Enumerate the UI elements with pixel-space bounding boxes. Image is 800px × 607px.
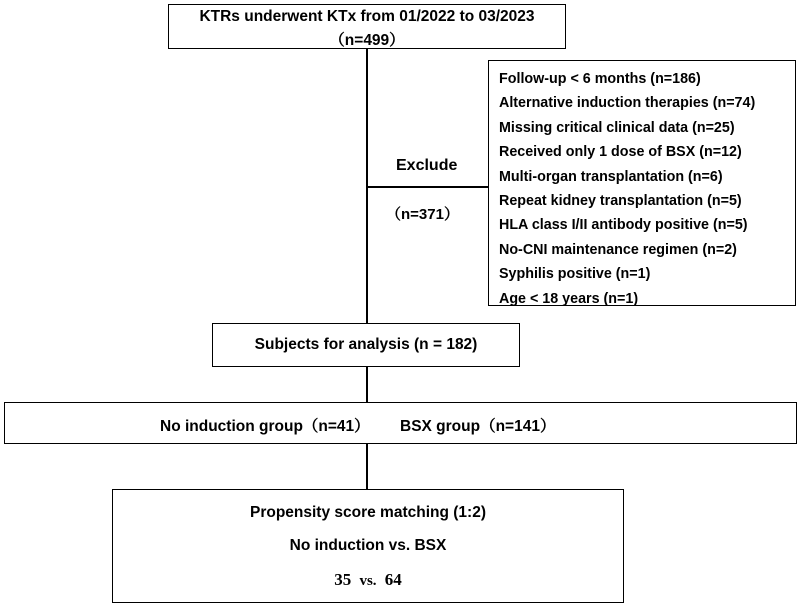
top-box-title: KTRs underwent KTx from 01/2022 to 03/2023 bbox=[199, 8, 535, 25]
exclusion-item: Alternative induction therapies (n=74) bbox=[499, 95, 756, 112]
psm-title: Propensity score matching (1:2) bbox=[249, 504, 486, 521]
connector-analysis-to-groups bbox=[366, 366, 368, 402]
connector-exclude-branch bbox=[366, 186, 488, 188]
exclusion-item: HLA class I/II antibody positive (n=5) bbox=[499, 217, 748, 234]
top-box-count: （n=499） bbox=[329, 32, 405, 49]
exclusion-item: Received only 1 dose of BSX (n=12) bbox=[499, 144, 742, 161]
psm-count-no-induction: 35 bbox=[334, 570, 352, 589]
exclusion-item: Follow-up < 6 months (n=186) bbox=[499, 71, 701, 87]
no-induction-group: No induction group（n=41） bbox=[160, 418, 370, 435]
psm-count-bsx: 64 bbox=[384, 570, 402, 589]
exclude-count: （n=371） bbox=[386, 206, 459, 223]
bsx-group: BSX group（n=141） bbox=[400, 418, 556, 435]
psm-counts bbox=[113, 570, 623, 590]
propensity-matching-box bbox=[112, 489, 624, 603]
exclusion-criteria-box bbox=[488, 60, 796, 306]
connector-groups-to-psm bbox=[366, 443, 368, 489]
analysis-box bbox=[212, 323, 520, 367]
psm-comparison: No induction vs. BSX bbox=[289, 537, 447, 554]
groups-box bbox=[4, 402, 797, 444]
exclusion-item: Syphilis positive (n=1) bbox=[499, 266, 651, 283]
top-box bbox=[168, 4, 566, 49]
exclusion-item: Multi-organ transplantation (n=6) bbox=[499, 168, 723, 185]
exclude-label: Exclude bbox=[396, 157, 458, 174]
psm-vs: vs. bbox=[359, 573, 377, 589]
exclusion-item: Age < 18 years (n=1) bbox=[499, 290, 639, 307]
exclusion-item: No-CNI maintenance regimen (n=2) bbox=[499, 241, 737, 258]
exclusion-item: Missing critical clinical data (n=25) bbox=[499, 119, 735, 136]
analysis-text: Subjects for analysis (n = 182) bbox=[254, 336, 478, 353]
exclusion-item: Repeat kidney transplantation (n=5) bbox=[499, 193, 742, 210]
